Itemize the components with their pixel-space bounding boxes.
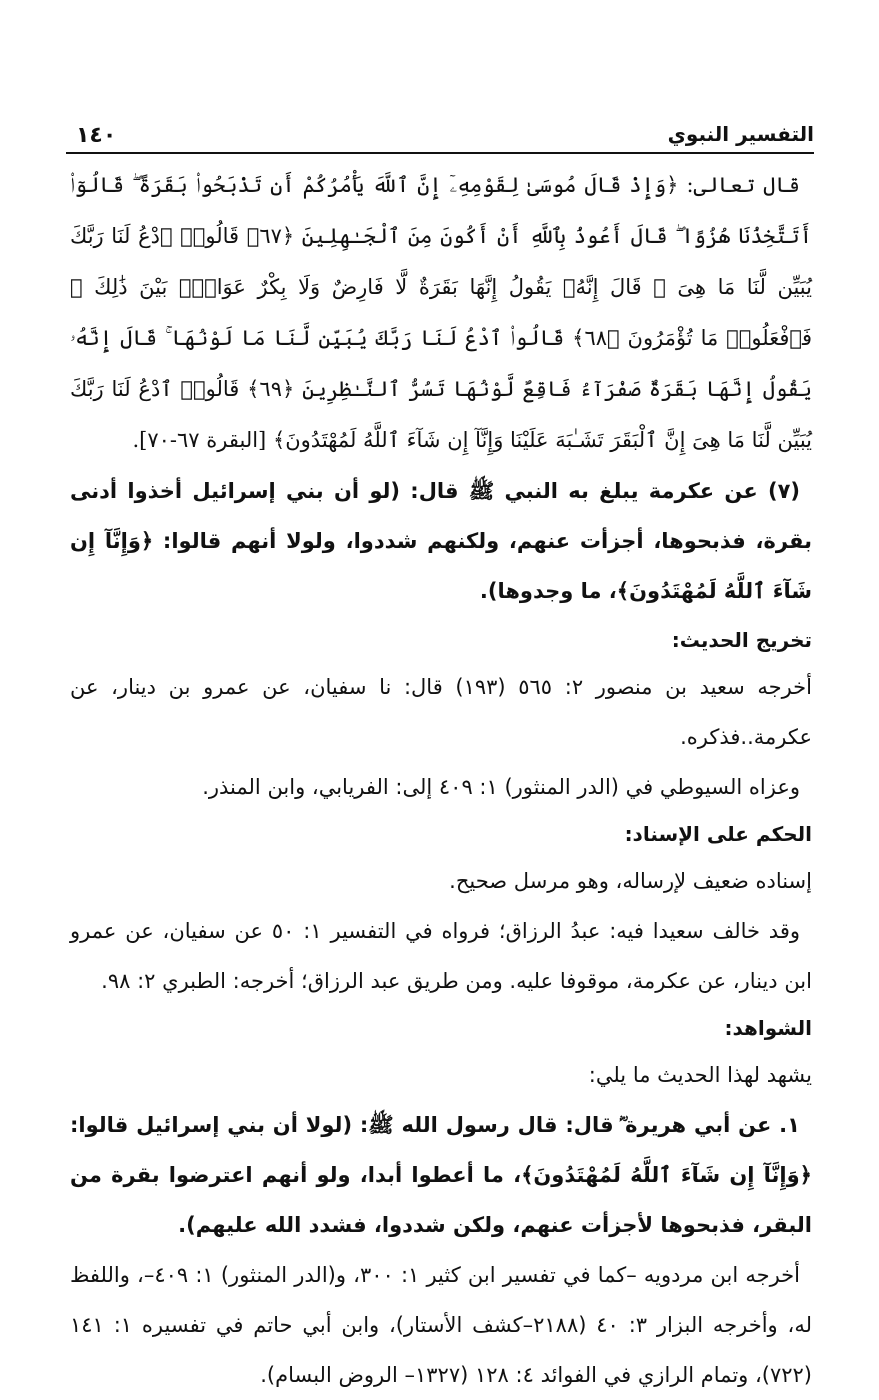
shawahid-intro: يشهد لهذا الحديث ما يلي: bbox=[588, 1063, 812, 1087]
page-number: ١٤٠ bbox=[76, 123, 117, 148]
verse-paragraph bbox=[70, 160, 812, 466]
verse-reference: [البقرة ٦٧-٧٠]. bbox=[132, 428, 267, 452]
running-title: التفسير النبوي bbox=[667, 122, 814, 146]
page-header bbox=[66, 112, 814, 154]
verse-intro: قال تعالى: bbox=[686, 173, 800, 197]
hukm-heading: الحكم على الإسناد: bbox=[624, 822, 812, 846]
takhrij-paragraph-1: أخرجه سعيد بن منصور ٢: ٥٦٥ (١٩٣) قال: نا سفيان، عن عمرو بن دينار، عن عكرمة..فذكره. bbox=[70, 675, 812, 749]
shawahid-heading: الشواهد: bbox=[724, 1016, 812, 1040]
hadith-paragraph: (٧) عن عكرمة يبلغ به النبي ﷺ قال: (لو أن بني إسرائيل أخذوا أدنى بقرة، فذبحوها، أجزأت عنهم، ولكنهم شددوا، ولولا أنهم قالوا: ﴿وَإِنَّآ إِن شَآءَ ٱللَّهُ لَمُهْتَدُونَ﴾، ما وجدوها). bbox=[70, 479, 812, 603]
page-body bbox=[70, 160, 812, 1400]
takhrij-paragraph-2: وعزاه السيوطي في (الدر المنثور) ١: ٤٠٩ إلى: الفريابي، وابن المنذر. bbox=[202, 775, 800, 799]
verse-text: ﴿وَإِذْ قَالَ مُوسَىٰ لِقَوْمِهِۦٓ إِنَّ ٱللَّهَ يَأْمُرُكُمْ أَن تَذْبَحُوا۟ بَقَرَةً ۖ قَالُوٓا۟ أَتَتَّخِذُنَا هُزُوًا ۖ قَالَ أَعُوذُ بِٱللَّهِ أَنْ أَكُونَ مِنَ ٱلْجَـٰهِلِينَ ﴿٦٧﴾ قَالُوا۟ ٱدْعُ لَنَا رَبَّكَ يُبَيِّن لَّنَا مَا هِىَ ۚ قَالَ إِنَّهُۥ يَقُولُ إِنَّهَا بَقَرَةٌ لَّا فَارِضٌ وَلَا بِكْرٌ عَوَانٌۢ بَيْنَ ذَٰلِكَ ۖ فَٱفْعَلُوا۟ مَا تُؤْمَرُونَ ﴿٦٨﴾ قَالُوا۟ ٱدْعُ لَنَا رَبَّكَ يُبَيِّن لَّنَا مَا لَوْنُهَا ۚ قَالَ إِنَّهُۥ يَقُولُ إِنَّهَا بَقَرَةٌ صَفْرَآءُ فَاقِعٌ لَّوْنُهَا تَسُرُّ ٱلنَّـٰظِرِينَ ﴿٦٩﴾ قَالُوا۟ ٱدْعُ لَنَا رَبَّكَ يُبَيِّن لَّنَا مَا هِىَ إِنَّ ٱلْبَقَرَ تَشَـٰبَهَ عَلَيْنَا وَإِنَّآ إِن شَآءَ ٱللَّهُ لَمُهْتَدُونَ﴾ bbox=[70, 173, 813, 452]
shahid-item-1: ١. عن أبي هريرة ؓ قال: قال رسول الله ﷺ: (لولا أن بني إسرائيل قالوا: ﴿وَإِنَّآ إِن شَآءَ ٱللَّهُ لَمُهْتَدُونَ﴾، ما أعطوا أبدا، ولو أنهم اعترضوا بقرة من البقر، فذبحوها لأجزأت عنهم، ولكن شددوا، فشدد الله عليهم). bbox=[70, 1113, 812, 1237]
hukm-paragraph-1: إسناده ضعيف لإرساله، وهو مرسل صحيح. bbox=[449, 869, 812, 893]
shahid-takhrij-paragraph: أخرجه ابن مردويه –كما في تفسير ابن كثير ١: ٣٠٠، و(الدر المنثور) ١: ٤٠٩–، واللفظ له، وأخرجه البزار ٣: ٤٠ (٢١٨٨–كشف الأستار)، وابن أبي حاتم في تفسيره ١: ١٤١ (٧٢٢)، وتمام الرازي في الفوائد ٤: ١٢٨ (١٣٢٧– الروض البسام). bbox=[70, 1263, 812, 1387]
takhrij-heading: تخريج الحديث: bbox=[671, 628, 812, 652]
hukm-paragraph-2: وقد خالف سعيدا فيه: عبدُ الرزاق؛ فرواه في التفسير ١: ٥٠ عن سفيان، عن عمرو ابن دينار، عن عكرمة، موقوفا عليه. ومن طريق عبد الرزاق؛ أخرجه: الطبري ٢: ٩٨. bbox=[70, 919, 812, 993]
